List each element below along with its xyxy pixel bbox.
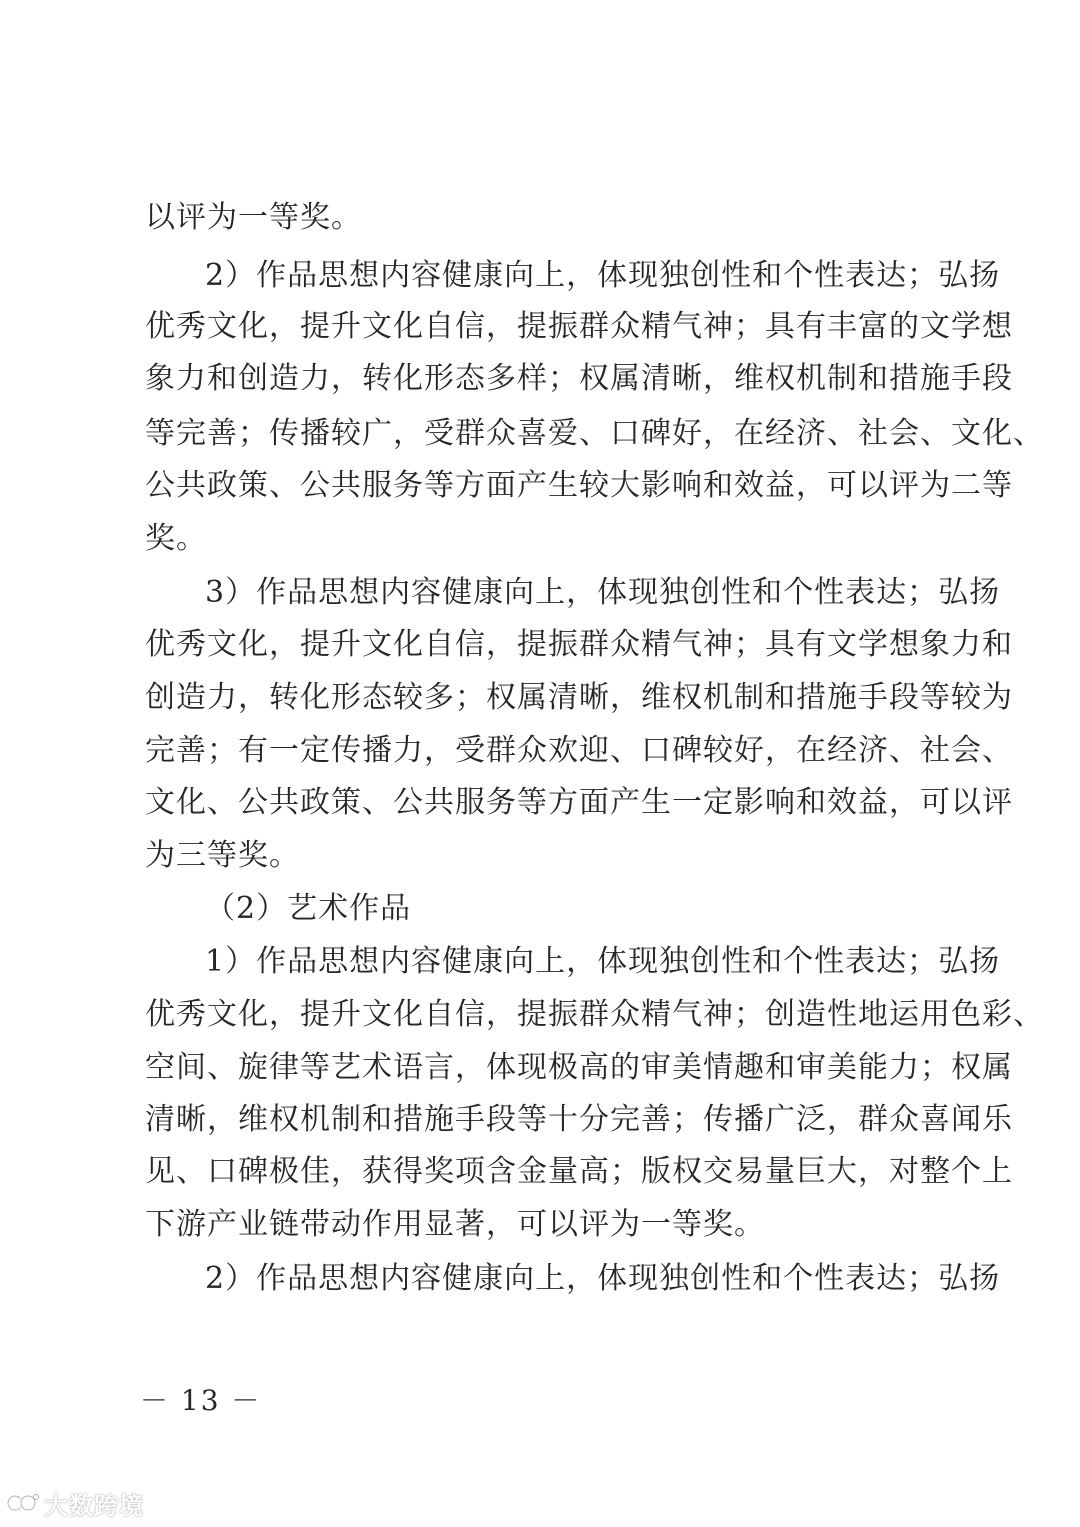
- body-line: 奖。: [145, 521, 207, 556]
- section-heading: （2）艺术作品: [205, 891, 412, 926]
- brand-logo-icon: [6, 1491, 40, 1515]
- body-line: 3）作品思想内容健康向上，体现独创性和个性表达；弘扬: [205, 575, 1001, 610]
- body-line: 优秀文化，提升文化自信，提振群众精气神；创造性地运用色彩、: [145, 997, 1044, 1032]
- page-number: － 13 －: [140, 1384, 262, 1417]
- body-line: 象力和创造力，转化形态多样；权属清晰，维权机制和措施手段: [145, 361, 1013, 396]
- body-line: 见、口碑极佳，获得奖项含金量高；版权交易量巨大，对整个上: [145, 1154, 1013, 1189]
- body-line: 等完善；传播较广，受群众喜爱、口碑好，在经济、社会、文化、: [145, 416, 1044, 451]
- body-line: 公共政策、公共服务等方面产生较大影响和效益，可以评为二等: [145, 468, 1013, 503]
- body-line: 完善；有一定传播力，受群众欢迎、口碑较好，在经济、社会、: [145, 733, 1013, 768]
- body-line: 为三等奖。: [145, 838, 300, 873]
- watermark: [6, 1488, 144, 1518]
- body-line: 空间、旋律等艺术语言，体现极高的审美情趣和审美能力；权属: [145, 1050, 1013, 1085]
- body-line: 2）作品思想内容健康向上，体现独创性和个性表达；弘扬: [205, 1261, 1001, 1296]
- body-line: 以评为一等奖。: [145, 200, 362, 235]
- body-line: 2）作品思想内容健康向上，体现独创性和个性表达；弘扬: [205, 258, 1001, 293]
- body-line: 下游产业链带动作用显著，可以评为一等奖。: [145, 1207, 765, 1242]
- body-line: 文化、公共政策、公共服务等方面产生一定影响和效益，可以评: [145, 785, 1013, 820]
- body-line: 优秀文化，提升文化自信，提振群众精气神；具有丰富的文学想: [145, 309, 1013, 344]
- body-line: 创造力，转化形态较多；权属清晰，维权机制和措施手段等较为: [145, 680, 1013, 715]
- body-line: 1）作品思想内容健康向上，体现独创性和个性表达；弘扬: [205, 944, 1001, 979]
- watermark-text: 大数跨境: [44, 1491, 144, 1520]
- body-line: 清晰，维权机制和措施手段等十分完善；传播广泛，群众喜闻乐: [145, 1102, 1013, 1137]
- body-line: 优秀文化，提升文化自信，提振群众精气神；具有文学想象力和: [145, 627, 1013, 662]
